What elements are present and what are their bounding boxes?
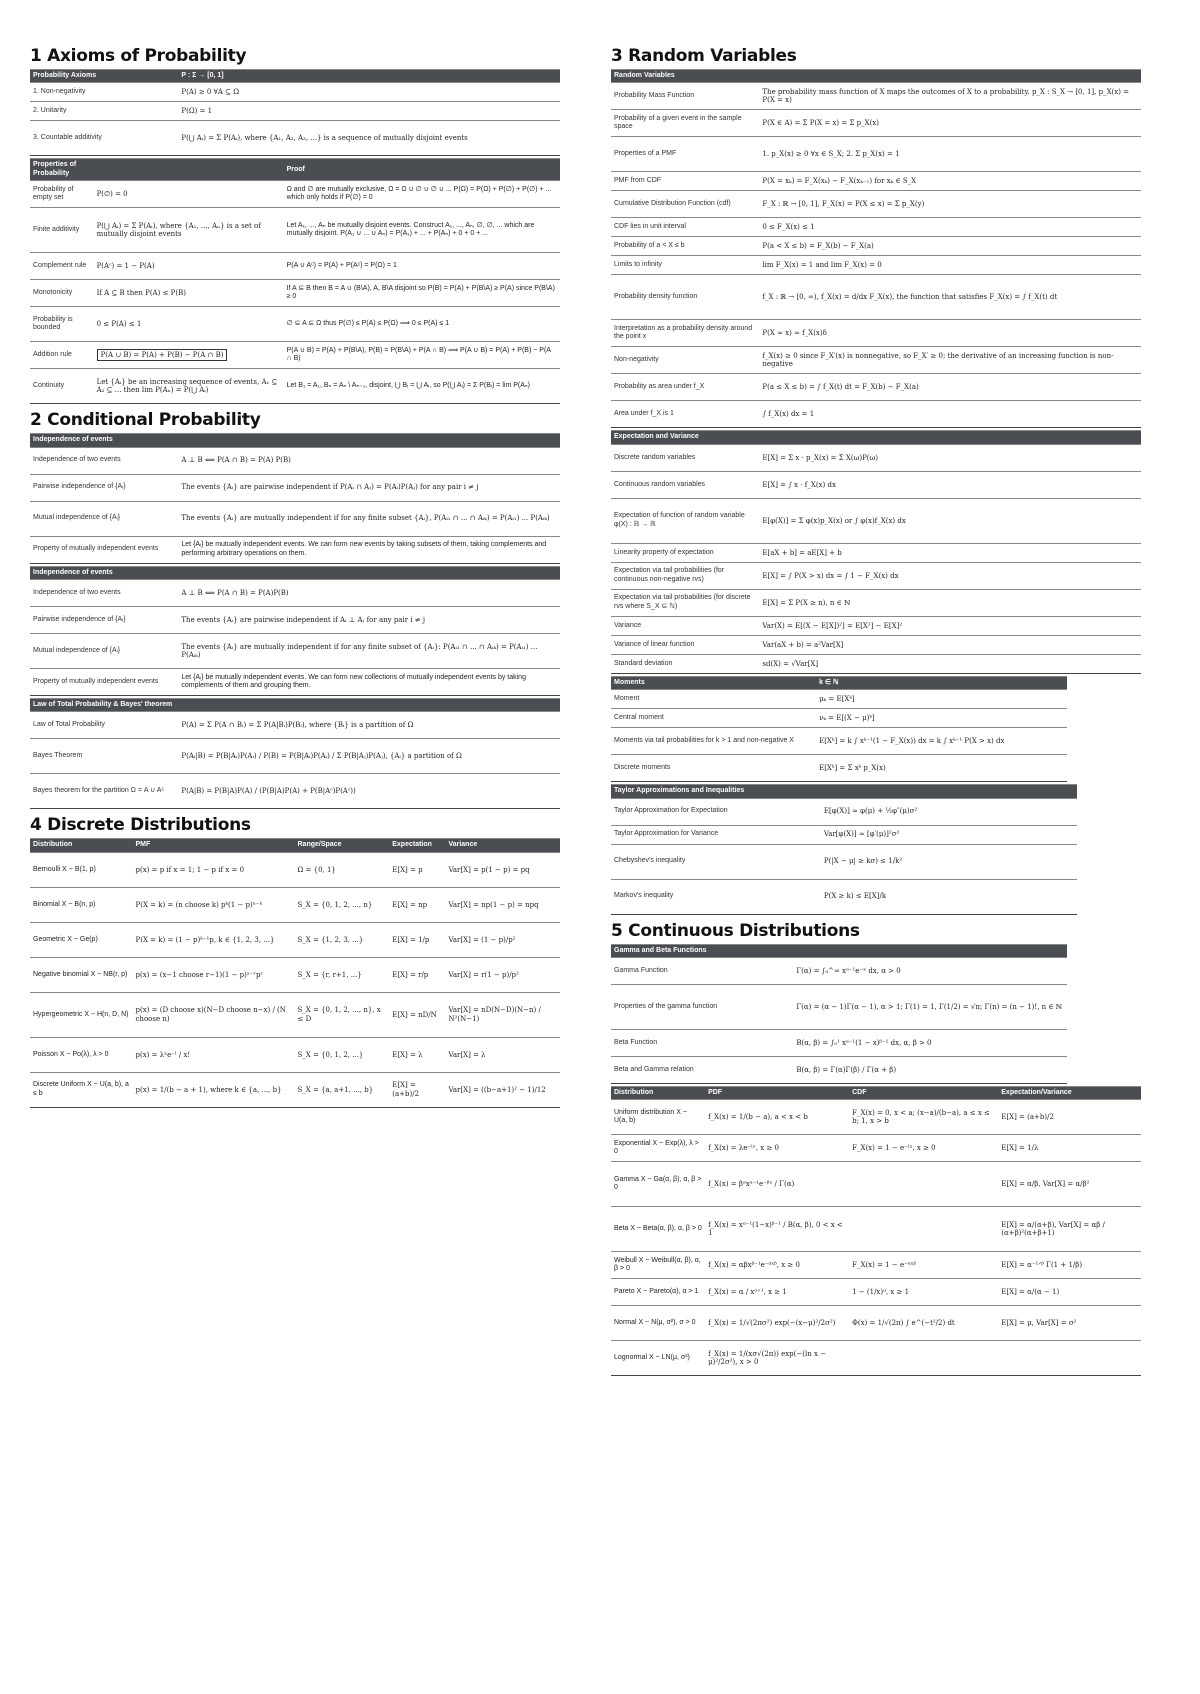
row-label: Bayes theorem for the partition Ω = A ∪ Aᶜ	[30, 774, 178, 809]
table-row	[30, 474, 560, 501]
continuous-dist-table	[611, 1086, 1141, 1376]
cell: E[X] = r/p	[389, 957, 445, 992]
ineq-header: Taylor Approximations and Inequalities	[611, 785, 1077, 798]
cell: Poisson X ~ Po(λ), λ > 0	[30, 1037, 133, 1072]
row-formula: μₖ = E[Xᵏ]	[816, 690, 1067, 709]
row-formula: sd(X) = √Var[X]	[759, 654, 1141, 673]
row-label: CDF lies in unit interval	[611, 218, 759, 237]
cell: E[X] = μ, Var[X] = σ²	[998, 1306, 1141, 1341]
table-row	[30, 83, 560, 102]
table-row	[611, 984, 1067, 1029]
row-formula: F_X : ℝ → [0, 1], F_X(x) = P(X ≤ x) = Σ p_X(y)	[759, 191, 1141, 218]
row-formula: E[φ(X)] ≈ φ(μ) + ½φ″(μ)σ²	[821, 798, 1078, 825]
table-row	[30, 579, 560, 606]
row-label: Properties of the gamma function	[611, 984, 793, 1029]
table-row	[30, 181, 560, 208]
table-row	[611, 191, 1141, 218]
table-row	[611, 1029, 1067, 1056]
cell: Beta X ~ Beta(α, β), α, β > 0	[611, 1207, 705, 1252]
row-label: Interpretation as a probability density around the point x	[611, 320, 759, 347]
cell: P(X = k) = (n choose k) pᵏ(1 − p)ⁿ⁻ᵏ	[133, 887, 295, 922]
cell: F_X(x) = 1 − e⁻ᵅˣᵝ	[849, 1252, 998, 1279]
row-label: Independence of two events	[30, 579, 178, 606]
row-label: Probability is bounded	[30, 307, 94, 342]
cell: Weibull X ~ Weibull(α, β), α, β > 0	[611, 1252, 705, 1279]
row-label: Probability of a < X ≤ b	[611, 237, 759, 256]
row-formula: ∫ f_X(x) dx = 1	[759, 401, 1141, 428]
row-label: Independence of two events	[30, 447, 178, 474]
cell: E[X] = α/β, Var[X] = α/β²	[998, 1162, 1141, 1207]
row-formula: P(|X − μ| ≥ kσ) ≤ 1/k²	[821, 844, 1078, 879]
table-row	[30, 606, 560, 633]
row-label: Probability of empty set	[30, 181, 94, 208]
table-row	[611, 562, 1141, 589]
table-row	[611, 1056, 1067, 1083]
row-label: Chebyshev's inequality	[611, 844, 821, 879]
cell: Var[X] = np(1 − p) = npq	[445, 887, 560, 922]
row-formula: E[X] = ∫ x · f_X(x) dx	[759, 471, 1141, 498]
col-header: PDF	[705, 1086, 849, 1099]
cell: S_X = {r, r+1, ...}	[295, 957, 390, 992]
axioms-table	[30, 69, 560, 156]
table-row	[611, 347, 1141, 374]
discrete-dist-table	[30, 838, 560, 1107]
row-formula: A ⊥ B ⟺ P(A ∩ B) = P(A)P(B)	[178, 579, 560, 606]
row-label: Continuity	[30, 369, 94, 404]
table-row	[611, 218, 1141, 237]
row-proof: ∅ ⊆ A ⊆ Ω thus P(∅) ≤ P(A) ≤ P(Ω) ⟹ 0 ≤ P(A) ≤ 1	[284, 307, 560, 342]
cell: E[X] = (a+b)/2	[998, 1100, 1141, 1135]
table-row	[30, 887, 560, 922]
row-label: Property of mutually independent events	[30, 536, 178, 563]
row-formula: P(Ω) = 1	[178, 102, 560, 121]
cell: E[X] = α/(α+β), Var[X] = αβ / (α+β)²(α+β+1)	[998, 1207, 1141, 1252]
table-row	[611, 1100, 1141, 1135]
row-proof: Let B₁ = A₁, Bₙ = Aₙ \ Aₙ₋₁, disjoint, ⋃ Bᵢ = ⋃ Aᵢ, so P(⋃ Aᵢ) = Σ P(Bᵢ) = lim P(Aₙ)	[284, 369, 560, 404]
cell: f_X(x) = 1/√(2πσ²) exp(−(x−μ)²/2σ²)	[705, 1306, 849, 1341]
table-row	[611, 83, 1141, 110]
cell: Var[X] = p(1 − p) = pq	[445, 852, 560, 887]
row-formula: P(X = xₖ) = F_X(xₖ) − F_X(xₖ₋₁) for xₖ ∈ S_X	[759, 172, 1141, 191]
axioms-header-label: Probability Axioms	[30, 70, 178, 83]
row-label: Moment	[611, 690, 816, 709]
row-label: Probability of a given event in the sample space	[611, 110, 759, 137]
row-formula: B(α, β) = Γ(α)Γ(β) / Γ(α + β)	[793, 1056, 1066, 1083]
row-proof: Ω and ∅ are mutually exclusive, Ω = Ω ∪ ∅ ∪ ∅ ∪ ... P(Ω) = P(Ω) + P(∅) + P(∅) + ... which only holds if P(∅) = 0	[284, 181, 560, 208]
cell: f_X(x) = αβxᵝ⁻¹e⁻ᵅˣᵝ, x ≥ 0	[705, 1252, 849, 1279]
row-formula: P(A) ≥ 0 ∀A ⊆ Ω	[178, 83, 560, 102]
cell: Negative binomial X ~ NB(r, p)	[30, 957, 133, 992]
independence-table-2	[30, 566, 560, 696]
table-row	[30, 922, 560, 957]
row-formula: E[Xᵏ] = k ∫ xᵏ⁻¹(1 − F_X(x)) dx = k ∫ xᵏ⁻¹ P(X > x) dx	[816, 728, 1067, 755]
indep2-header: Independence of events	[30, 566, 560, 579]
table-row	[611, 256, 1141, 275]
row-label: Continuous random variables	[611, 471, 759, 498]
row-formula: P(a < X ≤ b) = F_X(b) − F_X(a)	[759, 237, 1141, 256]
col-header: CDF	[849, 1086, 998, 1099]
table-row	[30, 102, 560, 121]
row-label: Properties of a PMF	[611, 137, 759, 172]
table-row	[611, 589, 1141, 616]
table-row	[30, 121, 560, 156]
row-formula: A ⊥ B ⟺ P(A ∩ B) = P(A) P(B)	[178, 447, 560, 474]
cell: f_X(x) = βᵅxᵅ⁻¹e⁻ᵝˣ / Γ(α)	[705, 1162, 849, 1207]
moments-header: Moments	[611, 676, 816, 689]
row-formula: B(α, β) = ∫₀¹ xᵅ⁻¹(1 − x)ᵝ⁻¹ dx, α, β > 0	[793, 1029, 1066, 1056]
cell: p(x) = (x−1 choose r−1)(1 − p)ˣ⁻ʳpʳ	[133, 957, 295, 992]
row-formula: If A ⊆ B then P(A) ≤ P(B)	[94, 280, 284, 307]
cell: Var[X] = λ	[445, 1037, 560, 1072]
cell: Uniform distribution X ~ U(a, b)	[611, 1100, 705, 1135]
cell: Discrete Uniform X ~ U(a, b), a ≤ b	[30, 1072, 133, 1107]
table-row	[611, 543, 1141, 562]
row-formula: Var[φ(X)] ≈ [φ′(μ)]²σ²	[821, 825, 1078, 844]
row-label: Discrete random variables	[611, 444, 759, 471]
taylor-inequalities-table	[611, 784, 1077, 914]
cell: S_X = {0, 1, 2, ..., n}	[295, 887, 390, 922]
moments-table	[611, 676, 1067, 782]
row-formula: P(X ∈ A) = Σ P(X = x) = Σ p_X(x)	[759, 110, 1141, 137]
section-title-axioms: 1 Axioms of Probability	[30, 46, 247, 66]
cell: Gamma X ~ Ga(α, β), α, β > 0	[611, 1162, 705, 1207]
row-label: Moments via tail probabilities for k > 1 and non-negative X	[611, 728, 816, 755]
boxed-formula: P(A ∪ B) = P(A) + P(B) − P(A ∩ B)	[97, 349, 228, 361]
cell: f_X(x) = xᵅ⁻¹(1−x)ᵝ⁻¹ / B(α, β), 0 < x < 1	[705, 1207, 849, 1252]
cell	[849, 1341, 998, 1376]
table-row	[611, 844, 1077, 879]
row-label: Probability Mass Function	[611, 83, 759, 110]
props-header-label: Properties of Probability	[30, 159, 94, 181]
row-label: Mutual independence of {Aᵢ}	[30, 633, 178, 668]
cell: E[X] = (a+b)/2	[389, 1072, 445, 1107]
indep-header: Independence of events	[30, 434, 560, 447]
axioms-header-def: P : Σ → [0, 1]	[178, 70, 560, 83]
table-row	[30, 774, 560, 809]
table-row	[611, 137, 1141, 172]
expectation-variance-table	[611, 430, 1141, 673]
row-label: Central moment	[611, 709, 816, 728]
section-title-random-variables: 3 Random Variables	[611, 46, 797, 66]
cell: F_X(x) = 1 − e⁻ˡˣ, x ≥ 0	[849, 1135, 998, 1162]
table-row	[611, 957, 1067, 984]
row-proof: P(A ∪ Aᶜ) = P(A) + P(Aᶜ) = P(Ω) = 1	[284, 253, 560, 280]
table-row	[611, 690, 1067, 709]
table-row	[611, 320, 1141, 347]
cell: E[X] = nD/N	[389, 992, 445, 1037]
table-row	[611, 1162, 1141, 1207]
row-label: Bayes Theorem	[30, 739, 178, 774]
table-row	[611, 237, 1141, 256]
row-formula: E[X] = ∫ P(X > x) dx = ∫ 1 − F_X(x) dx	[759, 562, 1141, 589]
cell: S_X = {a, a+1, ..., b}	[295, 1072, 390, 1107]
row-label: 1. Non-negativity	[30, 83, 178, 102]
section-title-conditional: 2 Conditional Probability	[30, 410, 261, 431]
cell: p(x) = 1/(b − a + 1), where k ∈ {a, ..., b}	[133, 1072, 295, 1107]
row-formula: P(∅) = 0	[94, 181, 284, 208]
section-title-continuous: 5 Continuous Distributions	[611, 920, 860, 941]
row-label: Markov's inequality	[611, 879, 821, 914]
table-row	[611, 1252, 1141, 1279]
row-formula: Var(X) = E[(X − E[X])²] = E[X²] − E[X]²	[759, 616, 1141, 635]
row-label: Area under f_X is 1	[611, 401, 759, 428]
cell	[849, 1207, 998, 1252]
row-label: Mutual independence of {Aᵢ}	[30, 501, 178, 536]
row-formula: Let {Aᵢ} be an increasing sequence of events, A₁ ⊆ A₂ ⊆ ... then lim P(Aₙ) = P(⋃ Aᵢ)	[94, 369, 284, 404]
cell: Ω = {0, 1}	[295, 852, 390, 887]
row-formula: E[X] = Σ P(X ≥ n), n ∈ ℕ	[759, 589, 1141, 616]
row-formula: P(X ≈ x) ≈ f_X(x)δ	[759, 320, 1141, 347]
cell: Var[X] = (1 − p)/p²	[445, 922, 560, 957]
table-row	[30, 668, 560, 695]
row-label: Monotonicity	[30, 280, 94, 307]
cell: f_X(x) = λe⁻ˡˣ, x ≥ 0	[705, 1135, 849, 1162]
independence-table	[30, 433, 560, 563]
row-formula: 0 ≤ F_X(x) ≤ 1	[759, 218, 1141, 237]
row-formula: The events {Aᵢ} are mutually independent if for any finite subset of {Aᵢ}: P(Aᵢ₁ ∩ ... ∩ Aᵢₖ) = P(Aᵢ₁) ... P(Aᵢₖ)	[178, 633, 560, 668]
row-formula: f_X : ℝ → [0, ∞), f_X(x) = d/dx F_X(x), the function that satisfies F_X(x) = ∫ f_X(t) dt	[759, 275, 1141, 320]
row-formula: Var(aX + b) = a²Var[X]	[759, 635, 1141, 654]
row-label: Gamma Function	[611, 957, 793, 984]
row-label: Non-negativity	[611, 347, 759, 374]
table-row	[30, 1037, 560, 1072]
row-formula: E[aX + b] = aE[X] + b	[759, 543, 1141, 562]
row-formula: 0 ≤ P(A) ≤ 1	[94, 307, 284, 342]
col-header: Distribution	[30, 839, 133, 852]
row-formula: f_X(x) ≥ 0 since F_X′(x) is nonnegative, so F_X′ ≥ 0; the derivative of an increasing function is non-negative	[759, 347, 1141, 374]
section-title-discrete: 4 Discrete Distributions	[30, 815, 251, 836]
cell: E[X] = p	[389, 852, 445, 887]
row-label: Pairwise independence of {Aᵢ}	[30, 606, 178, 633]
props-header-proof: Proof	[284, 159, 560, 181]
random-variables-table	[611, 69, 1141, 428]
row-proof: P(A ∪ B) = P(A) + P(B\A), P(B) = P(B\A) + P(A ∩ B) ⟹ P(A ∪ B) = P(A) + P(B) − P(A ∩ B)	[284, 342, 560, 369]
table-row	[611, 498, 1141, 543]
row-label: 3. Countable additivity	[30, 121, 178, 156]
cell: E[X] = np	[389, 887, 445, 922]
cell: p(x) = p if x = 1; 1 − p if x = 0	[133, 852, 295, 887]
left-column	[30, 40, 560, 1110]
cell: S_X = {0, 1, 2, ...}	[295, 1037, 390, 1072]
row-label: Standard deviation	[611, 654, 759, 673]
row-formula: The probability mass function of X maps the outcomes of X to a probability. p_X : S_X → [0, 1], p_X(x) = P(X = x)	[759, 83, 1141, 110]
row-label: Property of mutually independent events	[30, 668, 178, 695]
row-label: Taylor Approximation for Expectation	[611, 798, 821, 825]
table-row	[611, 709, 1067, 728]
cell: E[X] = 1/λ	[998, 1135, 1141, 1162]
table-row	[611, 471, 1141, 498]
cell: E[X] = α⁻¹ᐟᵝ Γ(1 + 1/β)	[998, 1252, 1141, 1279]
table-row	[611, 172, 1141, 191]
cell: Var[X] = r(1 − p)/p²	[445, 957, 560, 992]
row-formula: P(Aᵢ|B) = P(B|Aᵢ)P(Aᵢ) / P(B) = P(B|Aᵢ)P(Aᵢ) / Σ P(B|Aⱼ)P(Aⱼ), {Aᵢ} a partition of Ω	[178, 739, 560, 774]
cell: 1 − (1/x)ᵅ, x ≥ 1	[849, 1279, 998, 1306]
cell: f_X(x) = 1/(b − a), a < x < b	[705, 1100, 849, 1135]
cell: Φ(x) = 1/√(2π) ∫ e^(−t²/2) dt	[849, 1306, 998, 1341]
row-formula: P(A) = Σ P(A ∩ Bᵢ) = Σ P(A|Bᵢ)P(Bᵢ), where {Bᵢ} is a partition of Ω	[178, 712, 560, 739]
row-label: Complement rule	[30, 253, 94, 280]
row-label: Variance	[611, 616, 759, 635]
row-label: Beta Function	[611, 1029, 793, 1056]
col-header: Range/Space	[295, 839, 390, 852]
row-formula: P(⋃ Aᵢ) = Σ P(Aᵢ), where {A₁, A₂, A₃, ...} is a sequence of mutually disjoint events	[178, 121, 560, 156]
row-formula: lim F_X(x) = 1 and lim F_X(x) = 0	[759, 256, 1141, 275]
table-row	[30, 633, 560, 668]
table-row	[611, 1135, 1141, 1162]
table-row	[611, 444, 1141, 471]
cell: Var[X] = ((b−a+1)² − 1)/12	[445, 1072, 560, 1107]
table-row	[611, 1279, 1141, 1306]
row-label: Expectation via tail probabilities (for continuous non-negative rvs)	[611, 562, 759, 589]
cell: S_X = {1, 2, 3, ...}	[295, 922, 390, 957]
row-formula: P(X ≥ k) ≤ E[X]/k	[821, 879, 1078, 914]
table-row	[611, 654, 1141, 673]
row-formula: νₖ = E[(X − μ)ᵏ]	[816, 709, 1067, 728]
cell: Bernoulli X ~ B(1, p)	[30, 852, 133, 887]
row-label: Discrete moments	[611, 755, 816, 782]
table-row	[611, 401, 1141, 428]
table-row	[30, 342, 560, 369]
bayes-table	[30, 698, 560, 809]
cell: Pareto X ~ Pareto(α), α > 1	[611, 1279, 705, 1306]
row-label: Taylor Approximation for Variance	[611, 825, 821, 844]
right-column	[611, 40, 1141, 1378]
table-row	[30, 712, 560, 739]
table-row	[611, 728, 1067, 755]
table-row	[30, 992, 560, 1037]
table-row	[30, 1072, 560, 1107]
cell: f_X(x) = 1/(xσ√(2π)) exp(−(ln x − μ)²/2σ²), x > 0	[705, 1341, 849, 1376]
table-row	[611, 1207, 1141, 1252]
table-row	[611, 1341, 1141, 1376]
row-proof: If A ⊆ B then B = A ∪ (B\A), A, B\A disjoint so P(B) = P(A) + P(B\A) ≥ P(A) since P(B\A) ≥ 0	[284, 280, 560, 307]
cell	[998, 1341, 1141, 1376]
table-row	[30, 739, 560, 774]
row-proof: Let A₁, ..., Aₙ be mutually disjoint events. Construct A₁, ..., Aₙ, ∅, ∅, ... which are mutually disjoint. P(A₁ ∪ ... ∪ Aₙ) = P(A₁) + ... + P(Aₙ) + 0 + 0 + ...	[284, 208, 560, 253]
table-row	[611, 825, 1077, 844]
cell: Hypergeometric X ~ H(n, D, N)	[30, 992, 133, 1037]
row-label: Addition rule	[30, 342, 94, 369]
cell: Normal X ~ N(μ, σ²), σ > 0	[611, 1306, 705, 1341]
row-formula	[94, 342, 284, 369]
table-row	[611, 798, 1077, 825]
table-row	[30, 447, 560, 474]
rv-header: Random Variables	[611, 70, 1141, 83]
cell: p(x) = λˣe⁻ˡ / x!	[133, 1037, 295, 1072]
col-header: PMF	[133, 839, 295, 852]
table-row	[30, 501, 560, 536]
cell: Var[X] = nD(N−D)(N−n) / N²(N−1)	[445, 992, 560, 1037]
cell: S_X = {0, 1, 2, ..., n}, x ≤ D	[295, 992, 390, 1037]
row-label: Law of Total Probability	[30, 712, 178, 739]
table-row	[30, 957, 560, 992]
row-label: Variance of linear function	[611, 635, 759, 654]
table-row	[30, 208, 560, 253]
col-header: Expectation/Variance	[998, 1086, 1141, 1099]
cell: E[X] = α/(α − 1)	[998, 1279, 1141, 1306]
cell: p(x) = (D choose x)(N−D choose n−x) / (N choose n)	[133, 992, 295, 1037]
col-header: Distribution	[611, 1086, 705, 1099]
table-row	[611, 879, 1077, 914]
row-formula: P(⋃ Aᵢ) = Σ P(Aᵢ), where {A₁, ..., Aₙ} is a set of mutually disjoint events	[94, 208, 284, 253]
cell: Exponential X ~ Exp(λ), λ > 0	[611, 1135, 705, 1162]
row-formula: Γ(α) = ∫₀^∞ xᵅ⁻¹e⁻ˣ dx, α > 0	[793, 957, 1066, 984]
table-row	[30, 280, 560, 307]
table-row	[611, 635, 1141, 654]
cell: E[X] = 1/p	[389, 922, 445, 957]
col-header: Expectation	[389, 839, 445, 852]
row-formula: P(A|B) = P(B|A)P(A) / (P(B|A)P(A) + P(B|Aᶜ)P(Aᶜ))	[178, 774, 560, 809]
ev-header: Expectation and Variance	[611, 431, 1141, 444]
cell: P(X = k) = (1 − p)ᵏ⁻¹p, k ∈ {1, 2, 3, ...}	[133, 922, 295, 957]
moments-header-k: k ∈ ℕ	[816, 676, 1067, 689]
table-row	[611, 616, 1141, 635]
row-label: Cumulative Distribution Function (cdf)	[611, 191, 759, 218]
row-label: Linearity property of expectation	[611, 543, 759, 562]
gamma-header: Gamma and Beta Functions	[611, 944, 1067, 957]
row-label: Pairwise independence of {Aᵢ}	[30, 474, 178, 501]
table-row	[611, 755, 1067, 782]
gamma-beta-table	[611, 944, 1067, 1084]
row-formula: P(a ≤ X ≤ b) = ∫ f_X(t) dt = F_X(b) − F_X(a)	[759, 374, 1141, 401]
table-row	[611, 275, 1141, 320]
row-formula: Let {Aᵢ} be mutually independent events. We can form new collections of mutually independent events by taking complements of them and grouping them.	[178, 668, 560, 695]
row-label: Finite additivity	[30, 208, 94, 253]
table-row	[30, 536, 560, 563]
table-row	[30, 253, 560, 280]
row-formula: E[X] = Σ x · p_X(x) = Σ X(ω)P(ω)	[759, 444, 1141, 471]
table-row	[30, 852, 560, 887]
row-formula: 1. p_X(x) ≥ 0 ∀x ∈ S_X; 2. Σ p_X(x) = 1	[759, 137, 1141, 172]
row-label: Expectation via tail probabilities (for discrete rvs where S_X ⊆ ℕ)	[611, 589, 759, 616]
row-label: Probability as area under f_X	[611, 374, 759, 401]
row-formula: The events {Aᵢ} are mutually independent if for any finite subset {Aᵢ}, P(Aᵢ₁ ∩ ... ∩ Aᵢₖ) = P(Aᵢ₁) ... P(Aᵢₖ)	[178, 501, 560, 536]
cell: Binomial X ~ B(n, p)	[30, 887, 133, 922]
cell: Geometric X ~ Ge(p)	[30, 922, 133, 957]
row-formula: Let {Aᵢ} be mutually independent events. We can form new events by taking subsets of them, taking complements and performing arbitrary operations on them.	[178, 536, 560, 563]
table-row	[30, 369, 560, 404]
row-label: PMF from CDF	[611, 172, 759, 191]
row-formula: E[Xᵏ] = Σ xᵏ p_X(x)	[816, 755, 1067, 782]
cell: E[X] = λ	[389, 1037, 445, 1072]
table-row	[611, 110, 1141, 137]
row-label: Expectation of function of random variable φ(X) : ℝ → ℝ	[611, 498, 759, 543]
cell: Lognormal X ~ LN(μ, σ²)	[611, 1341, 705, 1376]
cell: F_X(x) = 0, x < a; (x−a)/(b−a), a ≤ x ≤ b; 1, x > b	[849, 1100, 998, 1135]
properties-table	[30, 158, 560, 404]
row-label: Beta and Gamma relation	[611, 1056, 793, 1083]
col-header: Variance	[445, 839, 560, 852]
row-formula: E[φ(X)] = Σ φ(x)p_X(x) or ∫ φ(x)f_X(x) dx	[759, 498, 1141, 543]
row-formula: The events {Aᵢ} are pairwise independent if Aᵢ ⊥ Aⱼ for any pair i ≠ j	[178, 606, 560, 633]
bayes-header: Law of Total Probability & Bayes' theorem	[30, 698, 560, 711]
row-label: Limits to infinity	[611, 256, 759, 275]
table-row	[30, 307, 560, 342]
cell	[849, 1162, 998, 1207]
row-formula: P(Aᶜ) = 1 − P(A)	[94, 253, 284, 280]
row-formula: The events {Aᵢ} are pairwise independent if P(Aᵢ ∩ Aⱼ) = P(Aᵢ)P(Aⱼ) for any pair i ≠ j	[178, 474, 560, 501]
table-row	[611, 1306, 1141, 1341]
row-label: 2. Unitarity	[30, 102, 178, 121]
row-label: Probability density function	[611, 275, 759, 320]
table-row	[611, 374, 1141, 401]
row-formula: Γ(α) = (α − 1)Γ(α − 1), α > 1; Γ(1) = 1, Γ(1/2) = √π; Γ(n) = (n − 1)!, n ∈ ℕ	[793, 984, 1066, 1029]
cell: f_X(x) = α / xᵅ⁺¹, x ≥ 1	[705, 1279, 849, 1306]
